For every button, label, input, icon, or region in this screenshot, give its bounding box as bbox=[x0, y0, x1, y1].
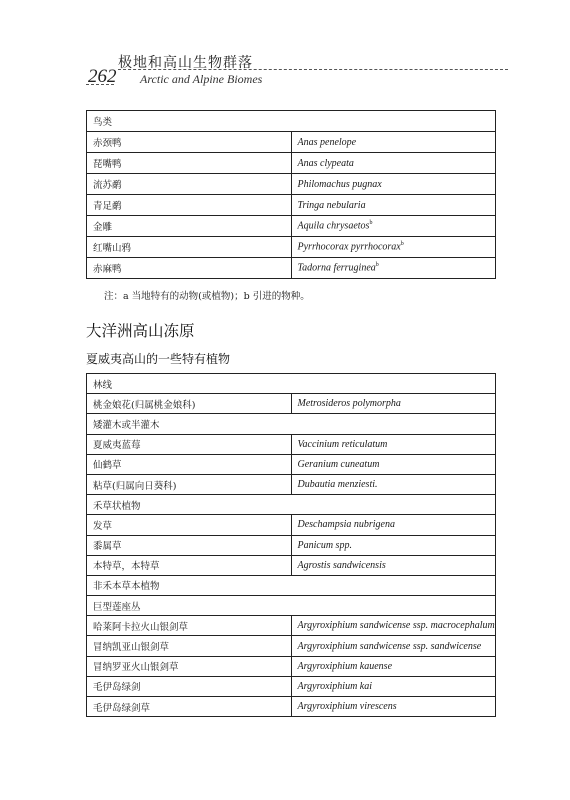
table-row bbox=[87, 153, 496, 174]
footnote-marker: b bbox=[375, 262, 379, 269]
table-section-row bbox=[87, 111, 496, 132]
common-name: 流苏鹬 bbox=[87, 174, 292, 195]
latin-name: Deschampsia nubrigena bbox=[291, 515, 496, 535]
latin-name: Agrostis sandwicensis bbox=[291, 555, 496, 575]
table-row bbox=[87, 697, 496, 717]
latin-name: Argyroxiphium sandwicense ssp. sandwicense bbox=[291, 636, 496, 656]
table-footnote: 注：a 当地特有的动物(或植物)；b 引进的物种。 bbox=[104, 291, 310, 302]
table-row bbox=[87, 676, 496, 696]
section-heading: 大洋洲高山冻原 bbox=[86, 322, 195, 340]
section-label: 非禾本草本植物 bbox=[87, 575, 496, 595]
common-name: 赤颈鸭 bbox=[87, 132, 292, 153]
section-label: 林线 bbox=[87, 374, 496, 394]
table-caption: 夏威夷高山的一些特有植物 bbox=[86, 352, 231, 366]
running-header bbox=[88, 50, 508, 90]
latin-name: Argyroxiphium sandwicense ssp. macrocephalum bbox=[291, 616, 496, 636]
table-row bbox=[87, 454, 496, 474]
common-name: 发草 bbox=[87, 515, 292, 535]
table-row bbox=[87, 535, 496, 555]
section-label: 鸟类 bbox=[87, 111, 496, 132]
table-row bbox=[87, 434, 496, 454]
common-name: 琵嘴鸭 bbox=[87, 153, 292, 174]
table-row bbox=[87, 555, 496, 575]
common-name: 黍属草 bbox=[87, 535, 292, 555]
common-name: 赤麻鸭 bbox=[87, 258, 292, 279]
latin-name: Argyroxiphium kauense bbox=[291, 656, 496, 676]
latin-name: Panicum spp. bbox=[291, 535, 496, 555]
table-row bbox=[87, 132, 496, 153]
table-section-row bbox=[87, 414, 496, 434]
latin-name: Aquila chrysaetos$^b$ bbox=[291, 216, 496, 237]
common-name: 冒纳罗亚火山银剑草 bbox=[87, 656, 292, 676]
footnote-marker: b bbox=[400, 241, 404, 248]
book-title: 极地和高山生物群落 bbox=[118, 55, 253, 71]
table-row bbox=[87, 474, 496, 494]
common-name: 冒纳凯亚山银剑草 bbox=[87, 636, 292, 656]
table-row bbox=[87, 195, 496, 216]
latin-name: Geranium cuneatum bbox=[291, 454, 496, 474]
common-name: 毛伊岛绿剑 bbox=[87, 676, 292, 696]
page-number: 262 bbox=[88, 66, 117, 87]
table-row bbox=[87, 616, 496, 636]
common-name: 仙鹤草 bbox=[87, 454, 292, 474]
latin-name: Anas penelope bbox=[291, 132, 496, 153]
section-label: 禾草状植物 bbox=[87, 495, 496, 515]
table-row bbox=[87, 216, 496, 237]
section-label: 矮灌木或半灌木 bbox=[87, 414, 496, 434]
latin-name: Dubautia menziesti. bbox=[291, 474, 496, 494]
latin-name: Metrosideros polymorpha bbox=[291, 394, 496, 414]
common-name: 本特草，本特草 bbox=[87, 555, 292, 575]
table-subsection-row bbox=[87, 596, 496, 616]
latin-name: Anas clypeata bbox=[291, 153, 496, 174]
table-section-row bbox=[87, 575, 496, 595]
table-row bbox=[87, 656, 496, 676]
common-name: 金雕 bbox=[87, 216, 292, 237]
latin-name: Tringa nebularia bbox=[291, 195, 496, 216]
table-section-row bbox=[87, 495, 496, 515]
common-name: 粘草(归属向日葵科) bbox=[87, 474, 292, 494]
book-subtitle: Arctic and Alpine Biomes bbox=[140, 72, 263, 86]
common-name: 红嘴山鸦 bbox=[87, 237, 292, 258]
table-section-row bbox=[87, 374, 496, 394]
table-row bbox=[87, 174, 496, 195]
common-name: 毛伊岛绿剑草 bbox=[87, 697, 292, 717]
table-row bbox=[87, 394, 496, 414]
common-name: 夏威夷蓝莓 bbox=[87, 434, 292, 454]
common-name: 哈莱阿卡拉火山银剑草 bbox=[87, 616, 292, 636]
footnote-marker: b bbox=[369, 220, 373, 227]
latin-name: Tadorna ferruginea$^b$ bbox=[291, 258, 496, 279]
latin-name: Pyrrhocorax pyrrhocorax$^b$ bbox=[291, 237, 496, 258]
table-row bbox=[87, 515, 496, 535]
table-row bbox=[87, 258, 496, 279]
latin-name: Argyroxiphium kai bbox=[291, 676, 496, 696]
latin-name: Argyroxiphium virescens bbox=[291, 697, 496, 717]
common-name: 青足鹬 bbox=[87, 195, 292, 216]
latin-name: Vaccinium reticulatum bbox=[291, 434, 496, 454]
common-name: 桃金娘花(归属桃金娘科) bbox=[87, 394, 292, 414]
birds-table bbox=[86, 110, 496, 279]
table-row bbox=[87, 636, 496, 656]
hawaii-plants-table bbox=[86, 373, 496, 717]
subsection-label: 巨型莲座丛 bbox=[87, 596, 496, 616]
table-row bbox=[87, 237, 496, 258]
latin-name: Philomachus pugnax bbox=[291, 174, 496, 195]
